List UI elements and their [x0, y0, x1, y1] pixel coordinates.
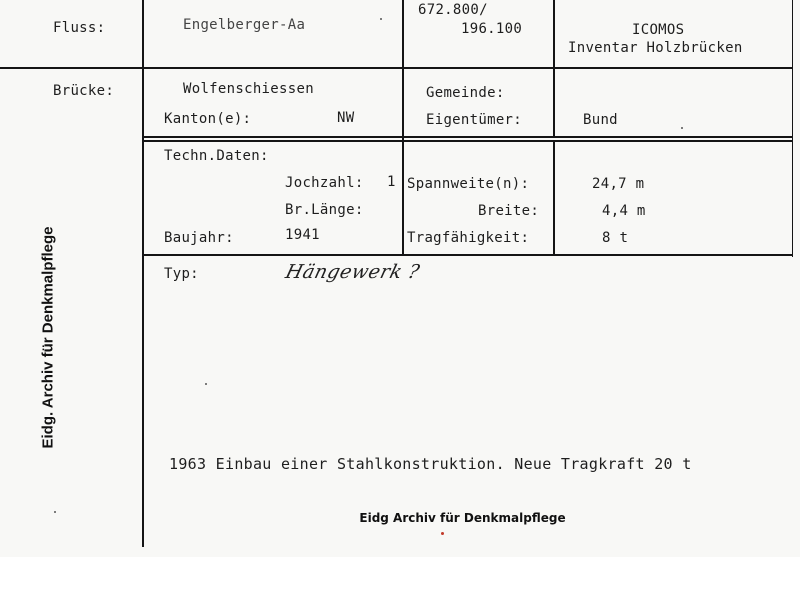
gemeinde-label: Gemeinde: — [426, 85, 505, 101]
rule-bridge-bottom — [143, 136, 793, 138]
bruecke-label: Brücke: — [53, 83, 115, 99]
typ-label: Typ: — [164, 266, 199, 282]
spannweite-value: 24,7 m — [592, 176, 645, 192]
fluss-label: Fluss: — [53, 20, 106, 36]
rule-vertical-col3a — [553, 0, 555, 138]
rule-vertical-main — [142, 0, 144, 547]
fluss-value: Engelberger-Aa — [183, 17, 306, 33]
tragfaehigkeit-label: Tragfähigkeit: — [407, 230, 530, 246]
rule-top-section — [0, 67, 793, 69]
paper-speck — [681, 127, 683, 129]
techn-daten-label: Techn.Daten: — [164, 148, 269, 164]
coordinate-x: 672.800/ — [418, 2, 488, 18]
org-name: ICOMOS — [632, 22, 685, 38]
breite-value: 4,4 m — [602, 203, 646, 219]
archive-stamp-text: Eidg. Archiv für Denkmalpflege — [39, 226, 57, 449]
paper-speck — [380, 18, 382, 20]
baujahr-label: Baujahr: — [164, 230, 234, 246]
org-inventory: Inventar Holzbrücken — [568, 40, 743, 56]
rule-vertical-col2 — [402, 0, 404, 256]
eigentuemer-label: Eigentümer: — [426, 112, 523, 128]
paper-speck — [54, 511, 56, 513]
kanton-label: Kanton(e): — [164, 111, 252, 127]
watermark: Eidg Archiv für Denkmalpflege — [359, 511, 566, 525]
red-ink-dot — [441, 532, 444, 535]
laenge-label: Br.Länge: — [285, 202, 364, 218]
rule-tech-top — [143, 140, 793, 142]
tragfaehigkeit-value: 8 t — [602, 230, 629, 246]
bruecke-value: Wolfenschiessen — [183, 81, 314, 97]
typ-handwritten-value: Hängewerk ? — [283, 261, 423, 283]
rule-vertical-right — [792, 0, 793, 257]
breite-label: Breite: — [478, 203, 540, 219]
paper-speck — [205, 383, 207, 385]
remark-text: 1963 Einbau einer Stahlkonstruktion. Neue Tragkraft 20 t — [169, 455, 692, 473]
rule-tech-bottom — [143, 254, 793, 256]
spannweite-label: Spannweite(n): — [407, 176, 530, 192]
jochzahl-label: Jochzahl: — [285, 175, 364, 191]
eigentuemer-value: Bund — [583, 112, 618, 128]
coordinate-y: 196.100 — [461, 21, 523, 37]
rule-vertical-col3b — [553, 140, 555, 256]
kanton-value: NW — [337, 110, 355, 126]
jochzahl-value: 1 — [387, 174, 396, 190]
baujahr-value: 1941 — [285, 227, 320, 243]
